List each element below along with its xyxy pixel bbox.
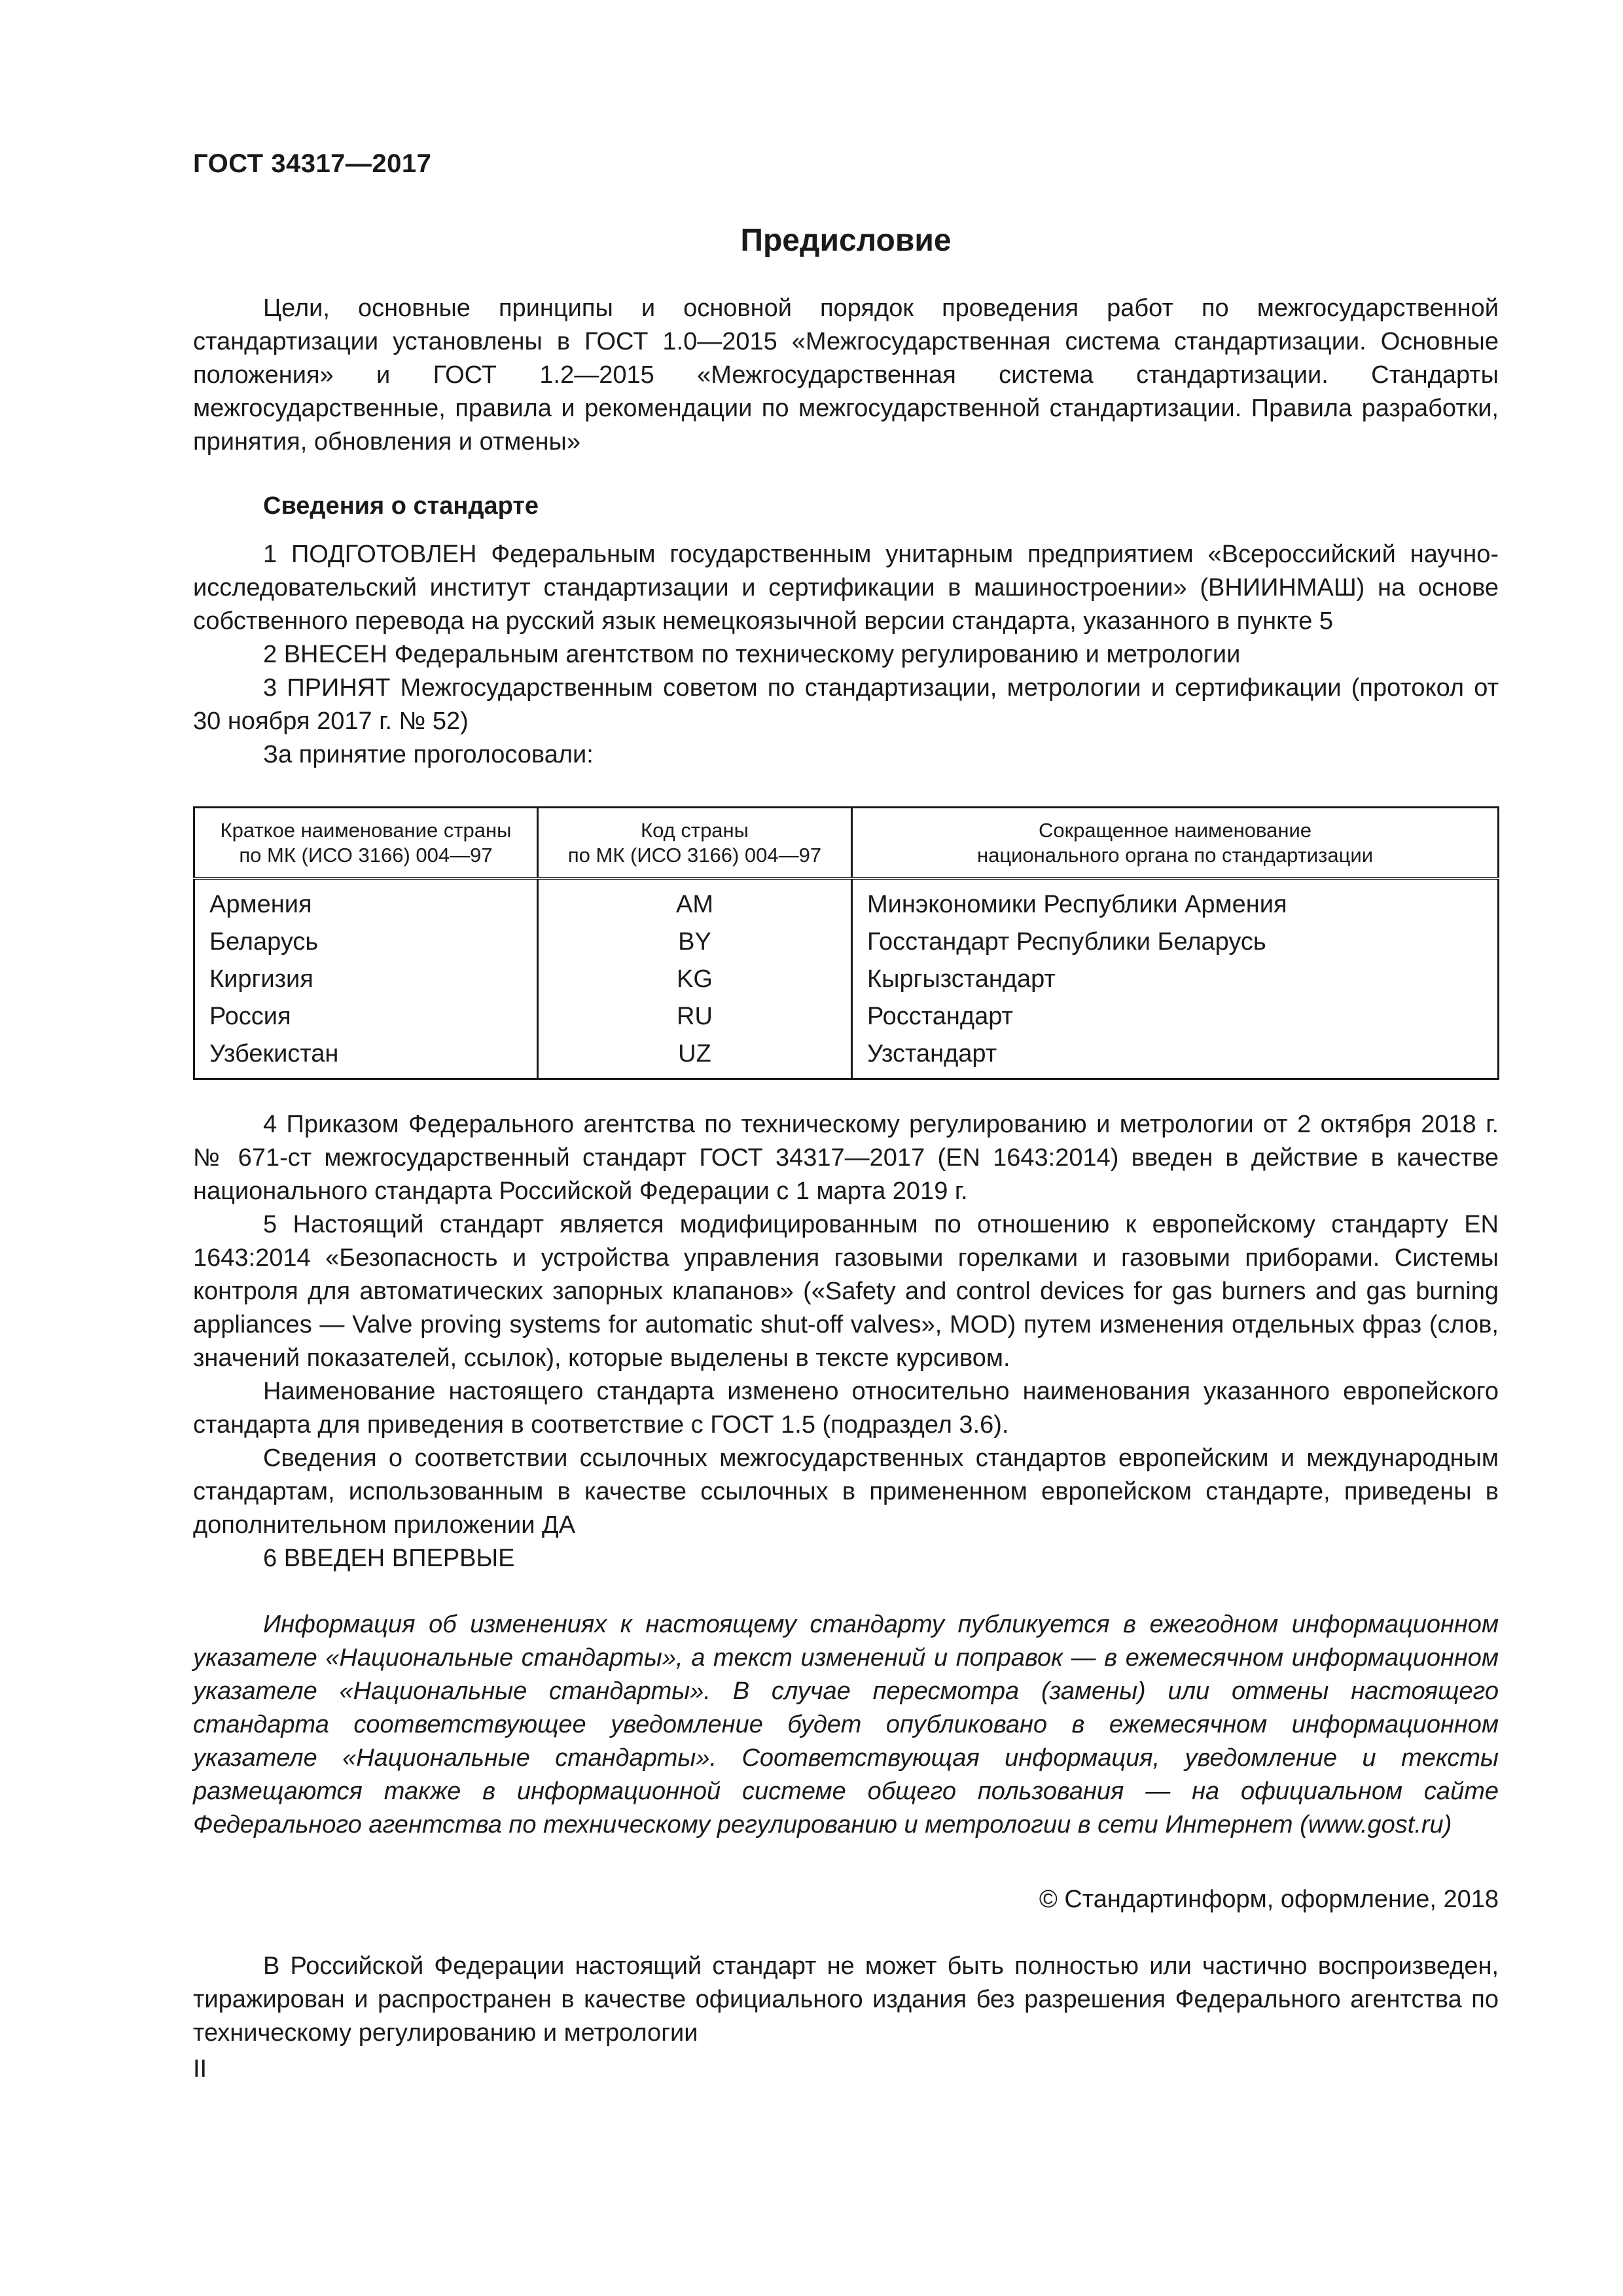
name-change-paragraph: Наименование настоящего стандарта изменено относительно наименования указанного европейского стандарта для приведения в соответствие с ГОСТ 1.5 (подраздел 3.6).: [193, 1378, 1499, 1439]
country-code-cell: BY: [538, 924, 852, 961]
intro-section: [193, 292, 1499, 459]
after-table-section: [193, 1108, 1499, 1575]
table-header-row: [194, 808, 1499, 879]
country-name-cell: Узбекистан: [194, 1035, 538, 1079]
notice-section: [193, 1608, 1499, 1842]
table-row: [194, 998, 1499, 1035]
intro-paragraph: Цели, основные принципы и основной порядок проведения работ по межгосударственной стандартизации установлены в ГОСТ 1.0—2015 «Межгосударственная система стандартизации. Основные положения» и ГОСТ 1.2—2015 «Межгосударственная система стандартизации. Стандарты межгосударственные, правила и рекомендации по межгосударственной стандартизации. Правила разработки, принятия, обновления и отмены»: [193, 295, 1499, 456]
header-line: Краткое наименование страны: [220, 819, 512, 842]
table-row: [194, 924, 1499, 961]
voting-table: [193, 806, 1499, 1080]
info-item-2: 2 ВНЕСЕН Федеральным агентством по техническому регулированию и метрологии: [263, 641, 1241, 668]
header-line: Код страны: [641, 819, 749, 842]
table-row: [194, 878, 1499, 924]
reproduction-restriction: В Российской Федерации настоящий стандарт не может быть полностью или частично воспроизведен, тиражирован и распространен в качестве официального издания без разрешения Федерального агентства по техническому регулированию и метрологии: [193, 1952, 1499, 2047]
info-items-section: [193, 538, 1499, 772]
country-name-cell: Армения: [194, 878, 538, 924]
standards-body-cell: Узстандарт: [852, 1035, 1499, 1079]
changes-notice: Информация об изменениях к настоящему стандарту публикуется в ежегодном информационном указателе «Национальные стандарты», а текст изменений и поправок — в ежемесячном информационном указателе «Национальные стандарты». В случае пересмотра (замены) или отмены настоящего стандарта соответствующее уведомление будет опубликовано в ежемесячном информационном указателе «Национальные стандарты». Соответствующая информация, уведомление и тексты размещаются также в информационной системе общего пользования — на официальном сайте Федерального агентства по техническому регулированию и метрологии в сети Интернет (www.gost.ru): [193, 1611, 1499, 1839]
copyright-section: [193, 1883, 1499, 1916]
country-name-cell: Беларусь: [194, 924, 538, 961]
voting-intro: За принятие проголосовали:: [263, 741, 594, 768]
page-number: II: [193, 2055, 207, 2083]
header-country-name: [194, 808, 538, 879]
info-item-1: 1 ПОДГОТОВЛЕН Федеральным государственным унитарным предприятием «Всероссийский научно-исследовательский институт стандартизации и сертификации в машиностроении» (ВНИИНМАШ) на основе собственного перевода на русский язык немецкоязычной версии стандарта, указанного в пункте 5: [193, 541, 1499, 635]
standards-body-cell: Минэкономики Республики Армения: [852, 878, 1499, 924]
standards-body-cell: Росстандарт: [852, 998, 1499, 1035]
header-country-code: [538, 808, 852, 879]
country-code-cell: RU: [538, 998, 852, 1035]
references-paragraph: Сведения о соответствии ссылочных межгосударственных стандартов европейским и международным стандартам, использованным в качестве ссылочных в примененном европейском стандарте, приведены в дополнительном приложении ДА: [193, 1444, 1499, 1539]
header-line: по МК (ИСО 3166) 004—97: [239, 844, 493, 867]
header-line: национального органа по стандартизации: [976, 844, 1374, 867]
table-row: [194, 1035, 1499, 1079]
country-name-cell: Киргизия: [194, 961, 538, 998]
country-name-cell: Россия: [194, 998, 538, 1035]
page-title: Предисловие: [740, 223, 952, 258]
header-line: Сокращенное наименование: [1038, 819, 1312, 842]
table-row: [194, 961, 1499, 998]
header-line: по МК (ИСО 3166) 004—97: [567, 844, 822, 867]
country-code-cell: AM: [538, 878, 852, 924]
gost-code-header: ГОСТ 34317—2017: [193, 149, 432, 178]
country-code-cell: UZ: [538, 1035, 852, 1079]
standards-body-cell: Кыргызстандарт: [852, 961, 1499, 998]
info-heading-section: [193, 490, 1499, 523]
country-code-cell: KG: [538, 961, 852, 998]
item-5-paragraph: 5 Настоящий стандарт является модифицированным по отношению к европейскому стандарту EN 1643:2014 «Безопасность и устройства управления газовыми горелками и газовыми приборами. Системы контроля для автоматических запорных клапанов» («Safety and control devices for gas burners and gas burning appliances — Valve proving systems for automatic shut-off valves», MOD) путем изменения отдельных фраз (слов, значений показателей, ссылок), которые выделены в тексте курсивом.: [193, 1211, 1499, 1372]
copyright-line: © Стандартинформ, оформление, 2018: [1039, 1886, 1499, 1913]
header-standards-body: [852, 808, 1499, 879]
info-heading: Сведения о стандарте: [263, 492, 539, 520]
info-item-3: 3 ПРИНЯТ Межгосударственным советом по стандартизации, метрологии и сертификации (протокол от 30 ноября 2017 г. № 52): [193, 674, 1499, 735]
item-6-paragraph: 6 ВВЕДЕН ВПЕРВЫЕ: [263, 1545, 515, 1572]
restriction-section: [193, 1950, 1499, 2050]
item-4-paragraph: 4 Приказом Федерального агентства по техническому регулированию и метрологии от 2 октября 2018 г. № 671-ст межгосударственный стандарт ГОСТ 34317—2017 (EN 1643:2014) введен в действие в качестве национального стандарта Российской Федерации с 1 марта 2019 г.: [193, 1111, 1499, 1205]
standards-body-cell: Госстандарт Республики Беларусь: [852, 924, 1499, 961]
